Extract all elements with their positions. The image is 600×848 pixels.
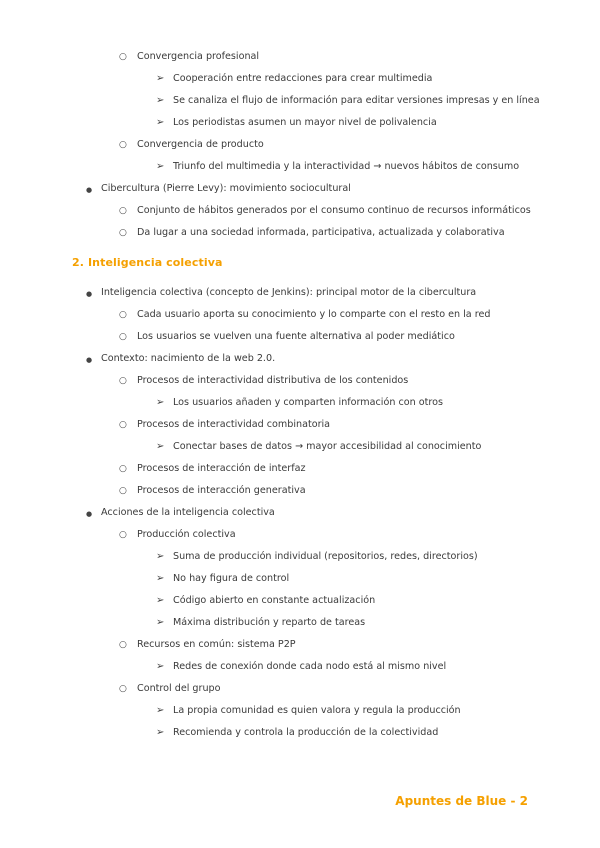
list-item-text: Convergencia de producto <box>137 139 264 150</box>
circle-bullet-icon: ○ <box>119 530 127 540</box>
list-item-text: Código abierto en constante actualización <box>173 595 376 606</box>
circle-bullet-icon: ○ <box>119 52 127 62</box>
list-item-text: Redes de conexión donde cada nodo está al mismo nivel <box>173 661 447 672</box>
arrow-bullet-icon: ➢ <box>156 441 165 452</box>
circle-bullet-icon: ○ <box>119 684 127 694</box>
arrow-bullet-icon: ➢ <box>156 705 165 716</box>
list-item-text: Da lugar a una sociedad informada, participativa, actualizada y colaborativa <box>137 227 505 238</box>
list-item-text: Procesos de interactividad combinatoria <box>137 419 331 430</box>
list-item-text: Procesos de interactividad distributiva de los contenidos <box>137 375 409 386</box>
list-item-text: Cibercultura (Pierre Levy): movimiento sociocultural <box>101 183 351 194</box>
arrow-bullet-icon: ➢ <box>156 727 165 738</box>
arrow-bullet-icon: ➢ <box>156 117 165 128</box>
list-item-text: Máxima distribución y reparto de tareas <box>173 617 366 628</box>
circle-bullet-icon: ○ <box>119 640 127 650</box>
list-item-text: La propia comunidad es quien valora y regula la producción <box>173 705 461 716</box>
list-item-text: Cada usuario aporta su conocimiento y lo comparte con el resto en la red <box>137 309 491 320</box>
circle-bullet-icon: ○ <box>119 228 127 238</box>
circle-bullet-icon: ○ <box>119 140 127 150</box>
dot-bullet-icon: ● <box>86 356 93 364</box>
list-item-text: Cooperación entre redacciones para crear multimedia <box>173 73 433 84</box>
circle-bullet-icon: ○ <box>119 206 127 216</box>
list-item-text: Conjunto de hábitos generados por el consumo continuo de recursos informáticos <box>137 205 531 216</box>
dot-bullet-icon: ● <box>86 510 93 518</box>
list-item-text: Control del grupo <box>137 683 221 694</box>
arrow-bullet-icon: ➢ <box>156 617 165 628</box>
arrow-bullet-icon: ➢ <box>156 551 165 562</box>
list-item-text: Procesos de interacción generativa <box>137 485 306 496</box>
list-item-text: Triunfo del multimedia y la interactividad → nuevos hábitos de consumo <box>173 161 520 172</box>
list-item-text: Producción colectiva <box>137 529 236 540</box>
circle-bullet-icon: ○ <box>119 420 127 430</box>
list-item-text: Recomienda y controla la producción de la colectividad <box>173 727 439 738</box>
list-item-text: Acciones de la inteligencia colectiva <box>101 507 275 518</box>
dot-bullet-icon: ● <box>86 290 93 298</box>
list-item-text: Los usuarios se vuelven una fuente alternativa al poder mediático <box>137 331 455 342</box>
arrow-bullet-icon: ➢ <box>156 397 165 408</box>
dot-bullet-icon: ● <box>86 186 93 194</box>
list-item-text: Inteligencia colectiva (concepto de Jenkins): principal motor de la cibercultura <box>101 287 477 298</box>
arrow-bullet-icon: ➢ <box>156 595 165 606</box>
arrow-bullet-icon: ➢ <box>156 573 165 584</box>
circle-bullet-icon: ○ <box>119 464 127 474</box>
list-item-text: Convergencia profesional <box>137 51 260 62</box>
list-item-text: Suma de producción individual (repositorios, redes, directorios) <box>173 551 478 562</box>
list-item-text: Contexto: nacimiento de la web 2.0. <box>101 353 276 364</box>
circle-bullet-icon: ○ <box>119 376 127 386</box>
list-item-text: Conectar bases de datos → mayor accesibilidad al conocimiento <box>173 441 482 452</box>
circle-bullet-icon: ○ <box>119 310 127 320</box>
section-heading: 2. Inteligencia colectiva <box>72 256 223 269</box>
list-item-text: Recursos en común: sistema P2P <box>137 639 296 650</box>
arrow-bullet-icon: ➢ <box>156 95 165 106</box>
list-item-text: Se canaliza el flujo de información para editar versiones impresas y en línea <box>173 95 540 106</box>
list-item-text: Los periodistas asumen un mayor nivel de polivalencia <box>173 117 437 128</box>
circle-bullet-icon: ○ <box>119 486 127 496</box>
list-item-text: Procesos de interacción de interfaz <box>137 463 306 474</box>
page-footer: Apuntes de Blue - 2 <box>395 794 528 808</box>
list-item-text: No hay figura de control <box>173 573 290 584</box>
list-item-text: Los usuarios añaden y comparten información con otros <box>173 397 443 408</box>
arrow-bullet-icon: ➢ <box>156 661 165 672</box>
arrow-bullet-icon: ➢ <box>156 73 165 84</box>
arrow-bullet-icon: ➢ <box>156 161 165 172</box>
circle-bullet-icon: ○ <box>119 332 127 342</box>
